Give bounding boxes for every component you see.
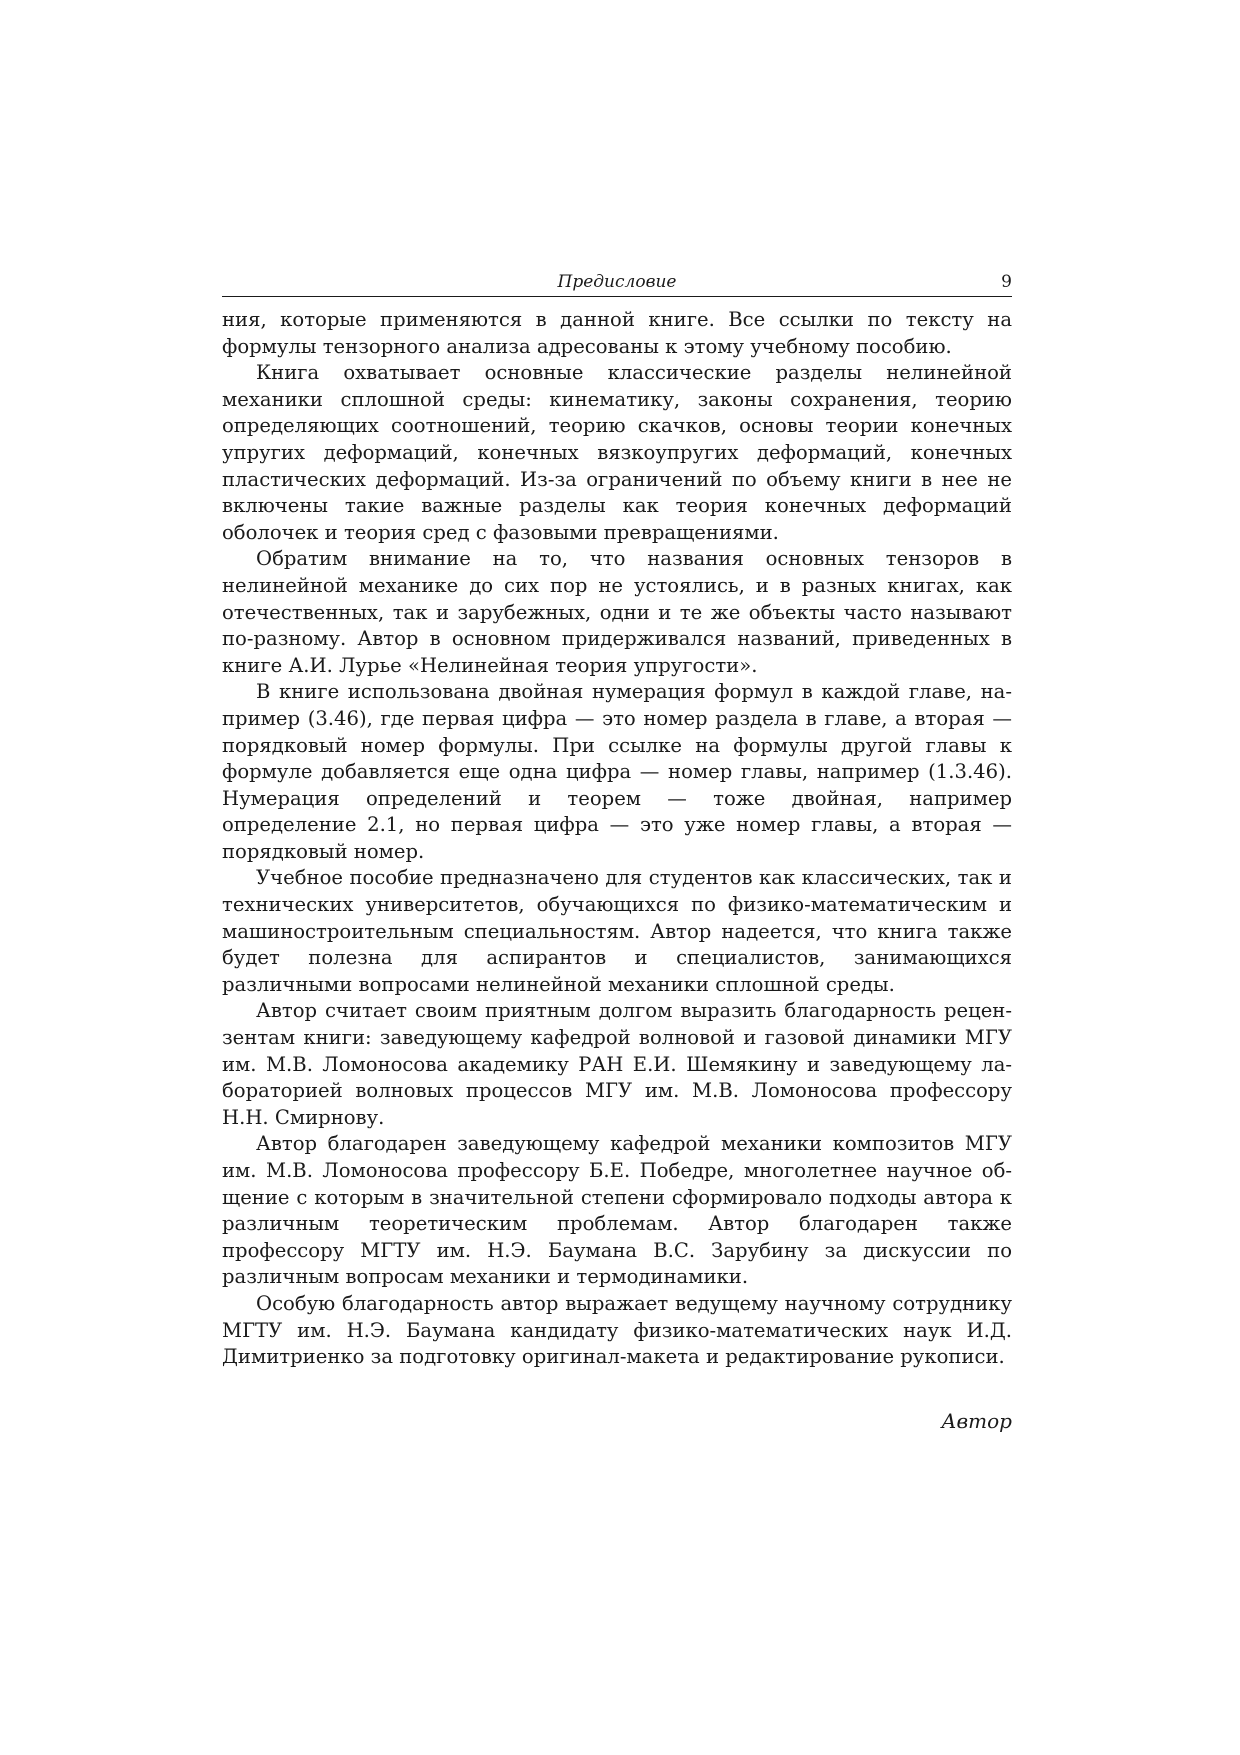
paragraph: В книге использована двойная нумерация формул в каждой главе, например (3.46), где первая цифра — это номер раздела в главе, а вторая — порядковый номер формулы. При ссылке на формулы другой главы к формуле добавляется еще одна цифра — номер главы, например (1.3.46). Нумерация определений и теорем — тоже двойная, например определение 2.1, но первая цифра — это уже номер главы, а вторая — порядковый номер. xyxy=(222,680,1012,863)
paragraph: Книга охватывает основные классические разделы нелинейной механики сплошной среды: кинематику, законы сохранения, теорию определяющих соотношений, теорию скачков, основы теории конечных упругих деформаций, конечных вязкоупругих деформаций, конечных пластических деформаций. Из-за ограничений по объему книги в нее не включены такие важные разделы как теория конечных деформаций оболочек и теория сред с фазовыми превращениями. xyxy=(222,361,1012,544)
author-signature: Автор xyxy=(941,1408,1012,1433)
paragraph: Автор благодарен заведующему кафедрой механики композитов МГУ им. М.В. Ломоносова профессору Б.Е. Победре, многолетнее научное общение с которым в значительной степени сформировало подходы автора к различным теоретическим проблемам. Автор благодарен также профессору МГТУ им. Н.Э. Баумана В.С. Зарубину за дискуссии по различным вопросам механики и термодинамики. xyxy=(222,1132,1012,1289)
paragraph: Обратим внимание на то, что названия основных тензоров в нелинейной механике до сих пор не устоялись, и в разных книгах, как отечественных, так и зарубежных, одни и те же объекты часто называют по-разному. Автор в основном придерживался названий, приведенных в книге А.И. Лурье «Нелинейная теория упругости». xyxy=(222,547,1012,677)
paragraph: Особую благодарность автор выражает ведущему научному сотруднику МГТУ им. Н.Э. Баумана кандидату физико-математических наук И.Д. Димитриенко за подготовку оригинал-макета и редактирование рукописи. xyxy=(222,1291,1012,1369)
paragraph-continued: ния, которые применяются в данной книге. Все ссылки по тексту на формулы тензорного анализа адресованы к этому учебному пособию. xyxy=(222,308,1012,358)
paragraph: Автор считает своим приятным долгом выразить благодарность рецензентам книги: заведующему кафедрой волновой и газовой динамики МГУ им. М.В. Ломоносова академику РАН Е.И. Шемякину и заведующему лабораторией волновых процессов МГУ им. М.В. Ломоносова профессору Н.Н. Смирнову. xyxy=(222,999,1012,1129)
running-header xyxy=(222,270,1012,297)
body-text xyxy=(222,307,1012,1371)
page-number: 9 xyxy=(1001,272,1012,292)
paragraph: Учебное пособие предназначено для студентов как классических, так и технических университетов, обучающихся по физико-математическим и машиностроительным специальностям. Автор надеется, что книга также будет полезна для аспирантов и специалистов, занимающихся различными вопросами нелинейной механики сплошной среды. xyxy=(222,866,1012,996)
running-header-title: Предисловие xyxy=(557,272,677,292)
book-page xyxy=(222,270,1012,1433)
